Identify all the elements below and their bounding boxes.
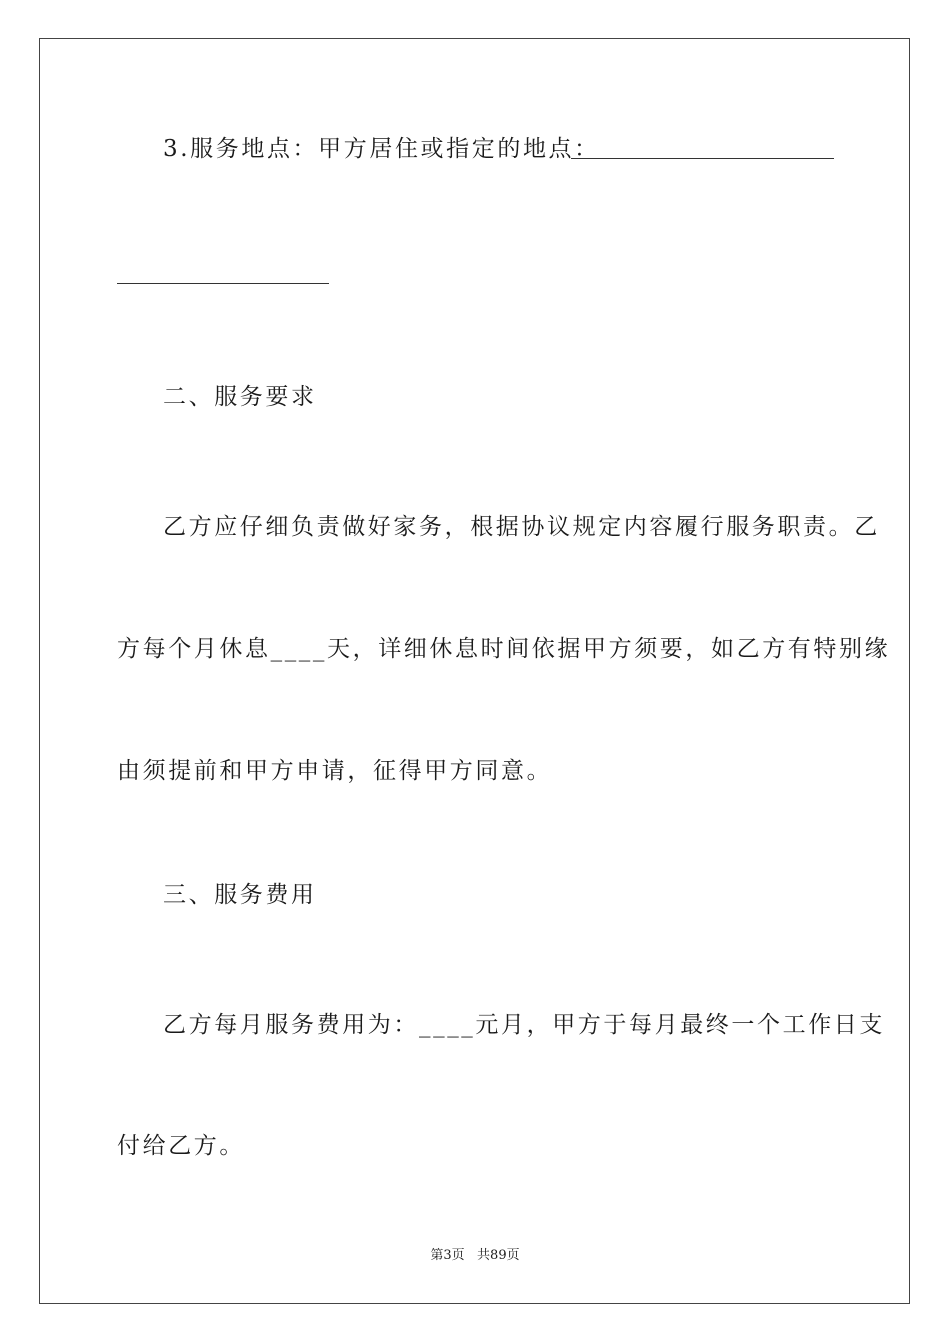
service-location-blank-2	[117, 283, 329, 284]
section-heading-service-requirements: 二、服务要求	[163, 384, 317, 410]
page-border	[39, 38, 910, 1304]
service-location-blank-1	[571, 158, 834, 159]
section-heading-service-fees: 三、服务费用	[163, 882, 317, 908]
page-number-footer: 第3页 共89页	[430, 1248, 520, 1263]
paragraph-requirements-line-1: 乙方应仔细负责做好家务，根据协议规定内容履行服务职责。乙	[163, 514, 880, 540]
service-location-line: 3.服务地点：甲方居住或指定的地点：	[163, 136, 600, 162]
paragraph-requirements-line-3: 由须提前和甲方申请，征得甲方同意。	[117, 758, 553, 784]
paragraph-fees-line-1: 乙方每月服务费用为：____元月，甲方于每月最终一个工作日支	[163, 1012, 885, 1038]
paragraph-requirements-line-2: 方每个月休息____天，详细休息时间依据甲方须要，如乙方有特别缘	[117, 636, 891, 662]
paragraph-fees-line-2: 付给乙方。	[117, 1133, 245, 1159]
